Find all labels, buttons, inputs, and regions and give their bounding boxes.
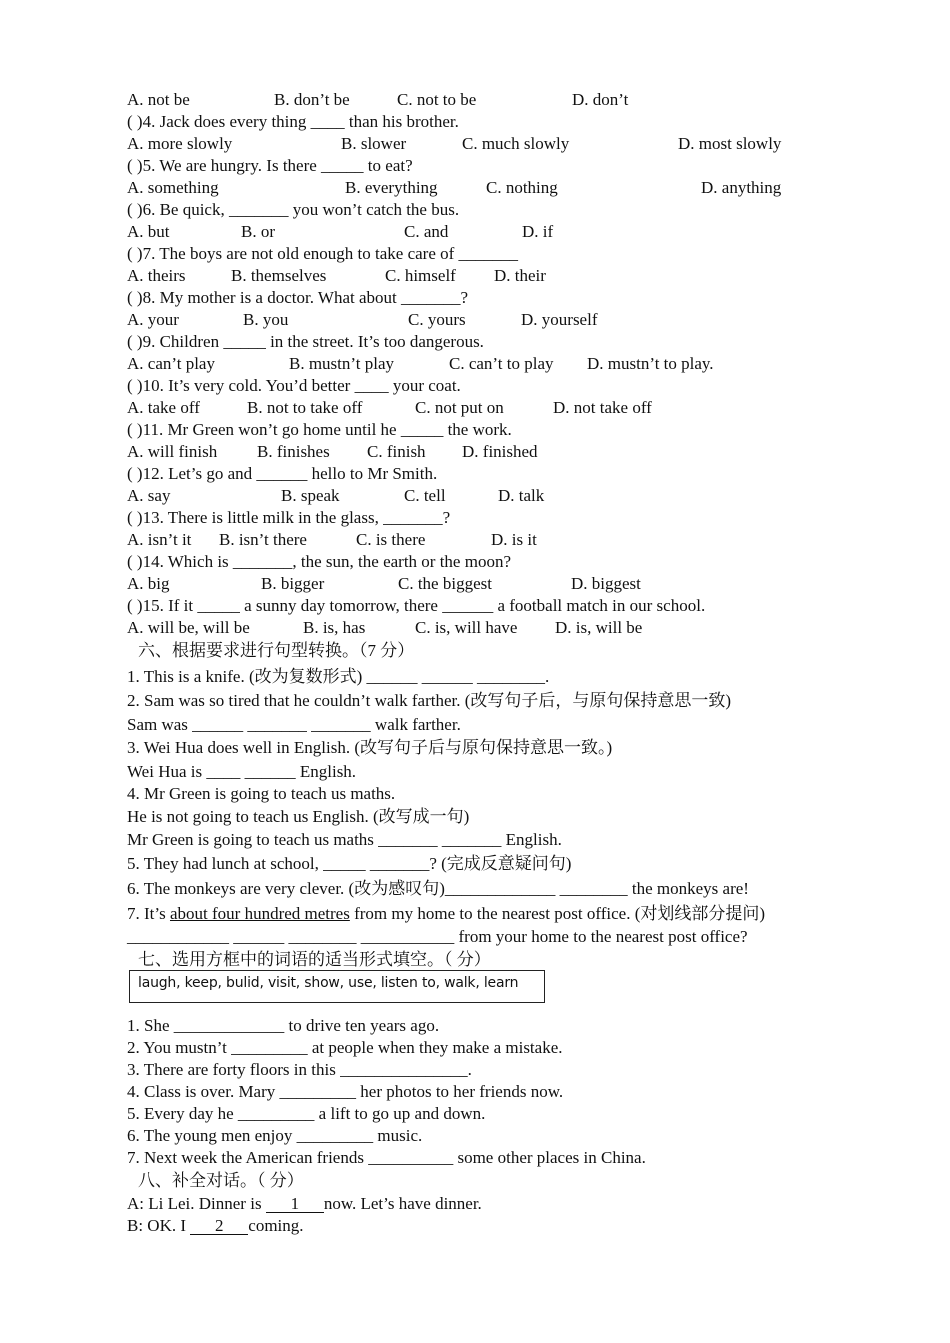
option-b: B. everything xyxy=(345,178,438,197)
question-stem: ( )13. There is little milk in the glass, _______? xyxy=(127,508,451,527)
q3-option-a: A. not be xyxy=(127,90,190,109)
option-b: B. bigger xyxy=(261,574,325,593)
option-a: A. more slowly xyxy=(127,134,233,153)
question-stem: ( )5. We are hungry. Is there _____ to eat? xyxy=(127,156,413,175)
s6-line: Sam was ______ _______ _______ walk farther. xyxy=(127,715,461,734)
option-d: D. most slowly xyxy=(678,134,782,153)
option-d: D. is it xyxy=(491,530,537,549)
option-c: C. and xyxy=(404,222,449,241)
option-c: C. much slowly xyxy=(462,134,570,153)
s6-q7-underlined: about four hundred metres xyxy=(169,904,350,923)
option-a: A. big xyxy=(127,574,170,593)
option-a: A. will finish xyxy=(127,442,218,461)
s7-line: 4. Class is over. Mary _________ her photos to her friends now. xyxy=(127,1082,564,1101)
question-stem: ( )15. If it _____ a sunny day tomorrow, there ______ a football match in our school. xyxy=(127,596,706,615)
s7-line: 2. You mustn’t _________ at people when they make a mistake. xyxy=(127,1038,563,1057)
option-b: B. not to take off xyxy=(247,398,363,417)
option-b: B. finishes xyxy=(257,442,330,461)
option-a: A. something xyxy=(127,178,219,197)
question-stem: ( )12. Let’s go and ______ hello to Mr Smith. xyxy=(127,464,438,483)
option-d: D. finished xyxy=(462,442,538,461)
option-b: B. slower xyxy=(341,134,407,153)
dialogue-blank-2: 2 xyxy=(190,1217,248,1235)
dialogue-blank-1: 1 xyxy=(266,1195,324,1213)
option-b: B. is, has xyxy=(303,618,366,637)
question-stem: ( )14. Which is _______, the sun, the earth or the moon? xyxy=(127,552,511,571)
s6-q7-answer: ____________ ______ ________ ___________ from your home to the nearest post office? xyxy=(127,927,748,946)
dialogue-2-prefix: B: OK. I xyxy=(127,1216,191,1235)
option-c: C. can’t to play xyxy=(449,354,554,373)
s7-line: 6. The young men enjoy _________ music. xyxy=(127,1126,423,1145)
word-box-text: laugh, keep, bulid, visit, show, use, listen to, walk, learn xyxy=(138,975,519,991)
option-d: D. is, will be xyxy=(555,618,643,637)
s6-line: Mr Green is going to teach us maths _______ _______ English. xyxy=(127,830,562,849)
option-a: A. isn’t it xyxy=(127,530,192,549)
s7-line: 1. She _____________ to drive ten years ago. xyxy=(127,1016,440,1035)
s6-q7-line xyxy=(127,904,765,924)
option-c: C. nothing xyxy=(486,178,558,197)
s6-line: 5. They had lunch at school, _____ _______? (完成反意疑问句) xyxy=(127,854,572,873)
option-a: A. will be, will be xyxy=(127,618,250,637)
option-a: A. say xyxy=(127,486,171,505)
option-a: A. take off xyxy=(127,398,200,417)
option-d: D. anything xyxy=(701,178,782,197)
option-b: B. you xyxy=(243,310,289,329)
s6-line: He is not going to teach us English. (改写成一句) xyxy=(127,807,470,826)
s6-line: 4. Mr Green is going to teach us maths. xyxy=(127,784,396,803)
s6-line: 3. Wei Hua does well in English. (改写句子后与原句保持意思一致。) xyxy=(127,738,613,757)
dialogue-1-prefix: A: Li Lei. Dinner is xyxy=(127,1194,266,1213)
option-c: C. himself xyxy=(385,266,456,285)
option-d: D. mustn’t to play. xyxy=(587,354,714,373)
section-6-heading: 六、根据要求进行句型转换。（7 分） xyxy=(138,641,415,660)
q3-option-b: B. don’t be xyxy=(274,90,350,109)
word-box xyxy=(129,970,545,1003)
option-d: D. if xyxy=(522,222,554,241)
s6-line: 1. This is a knife. (改为复数形式) ______ ______ ________. xyxy=(127,667,550,686)
option-a: A. can’t play xyxy=(127,354,215,373)
option-b: B. mustn’t play xyxy=(289,354,394,373)
option-a: A. your xyxy=(127,310,179,329)
question-stem: ( )7. The boys are not old enough to take care of _______ xyxy=(127,244,519,263)
option-c: C. tell xyxy=(404,486,446,505)
option-c: C. finish xyxy=(367,442,426,461)
option-c: C. yours xyxy=(408,310,466,329)
option-d: D. biggest xyxy=(571,574,641,593)
q3-option-d: D. don’t xyxy=(572,90,629,109)
s6-q7-prefix: 7. It’s xyxy=(127,904,170,923)
s6-line: Wei Hua is ____ ______ English. xyxy=(127,762,357,781)
section-8-heading: 八、补全对话。（ 分） xyxy=(138,1171,304,1190)
s7-line: 5. Every day he _________ a lift to go up and down. xyxy=(127,1104,486,1123)
question-stem: ( )4. Jack does every thing ____ than his brother. xyxy=(127,112,459,131)
s7-line: 7. Next week the American friends __________ some other places in China. xyxy=(127,1148,646,1167)
dialogue-2-suffix: coming. xyxy=(248,1216,304,1235)
option-d: D. their xyxy=(494,266,546,285)
option-d: D. talk xyxy=(498,486,545,505)
section-7-heading: 七、选用方框中的词语的适当形式填空。（ 分） xyxy=(138,950,491,969)
question-stem: ( )10. It’s very cold. You’d better ____ your coat. xyxy=(127,376,461,395)
option-c: C. is there xyxy=(356,530,426,549)
dialogue-1-suffix: now. Let’s have dinner. xyxy=(323,1194,482,1213)
question-stem: ( )8. My mother is a doctor. What about _______? xyxy=(127,288,469,307)
dialogue-line-1 xyxy=(127,1194,482,1214)
option-a: A. theirs xyxy=(127,266,186,285)
option-b: B. speak xyxy=(281,486,340,505)
option-b: B. themselves xyxy=(231,266,327,285)
s6-line: 2. Sam was so tired that he couldn’t walk farther. (改写句子后，与原句保持意思一致) xyxy=(127,691,732,710)
question-stem: ( )9. Children _____ in the street. It’s too dangerous. xyxy=(127,332,484,351)
s6-line: 6. The monkeys are very clever. (改为感叹句)_____________ ________ the monkeys are! xyxy=(127,879,749,898)
s6-q7-suffix: from my home to the nearest post office. (对划线部分提问) xyxy=(349,904,766,923)
option-c: C. not put on xyxy=(415,398,504,417)
option-b: B. or xyxy=(241,222,275,241)
option-a: A. but xyxy=(127,222,170,241)
question-stem: ( )11. Mr Green won’t go home until he _____ the work. xyxy=(127,420,512,439)
option-b: B. isn’t there xyxy=(219,530,307,549)
option-d: D. yourself xyxy=(521,310,598,329)
option-d: D. not take off xyxy=(553,398,652,417)
question-stem: ( )6. Be quick, _______ you won’t catch the bus. xyxy=(127,200,460,219)
dialogue-line-2 xyxy=(127,1216,304,1236)
option-c: C. is, will have xyxy=(415,618,518,637)
s7-line: 3. There are forty floors in this _______________. xyxy=(127,1060,472,1079)
option-c: C. the biggest xyxy=(398,574,492,593)
q3-option-c: C. not to be xyxy=(397,90,477,109)
